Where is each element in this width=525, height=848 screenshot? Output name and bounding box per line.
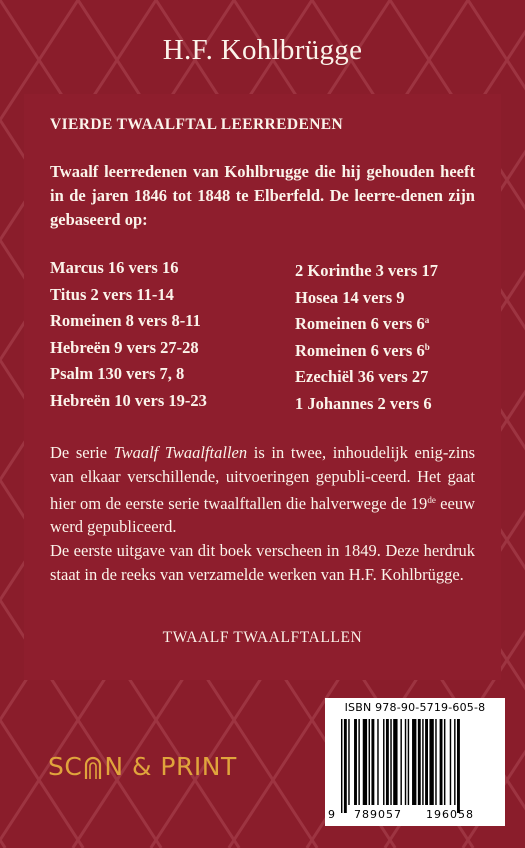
series-name: TWAALF TWAALFTALLEN <box>162 629 363 646</box>
back-cover-text-panel <box>24 94 501 680</box>
reference-left: Marcus 16 vers 16 <box>50 258 179 277</box>
reference-right: Romeinen 6 vers 6$^b$ <box>295 340 430 360</box>
publisher-logo: SC N & PRINT <box>48 752 237 781</box>
reference-left: Titus 2 vers 11-14 <box>50 284 174 304</box>
reference-right: Hosea 14 vers 9 <box>295 287 405 307</box>
isbn-barcode: ISBN 978-90-5719-605-8 9 789057 196058 <box>325 698 505 826</box>
reference-right: Romeinen 6 vers 6$^a$ <box>295 314 430 333</box>
barcode-bars <box>339 719 499 815</box>
reference-right: 2 Korinthe 3 vers 17 <box>295 261 438 280</box>
description-paragraph-1: De serie Twaalf Twaalftallen is in twee, inhoudelijk enig-zins van elkaar verschillende, uitvoeringen gepubli-ceerd. Het gaat hier om de eerste serie twaalftallen die halverwege de 19de eeuw werd gepubliceerd. <box>50 443 475 537</box>
scripture-references <box>50 256 475 415</box>
reference-left: Hebreën 9 vers 27-28 <box>50 337 199 357</box>
reference-left: Psalm 130 vers 7, 8 <box>50 364 185 383</box>
series-description <box>50 441 475 587</box>
reference-left: Romeinen 8 vers 8-11 <box>50 311 201 330</box>
reference-left: Hebreën 10 vers 19-23 <box>50 390 207 410</box>
book-subtitle: VIERDE TWAALFTAL LEERREDENEN <box>50 116 344 133</box>
reference-right: Ezechiël 36 vers 27 <box>295 367 429 386</box>
description-paragraph-2: De eerste uitgave van dit boek verscheen in 1849. Deze herdruk staat in de reeks van verzamelde werken van H.F. Kohlbrügge. <box>50 541 475 584</box>
author-name: H.F. Kohlbrügge <box>162 34 363 66</box>
isbn-number: ISBN 978-90-5719-605-8 <box>344 701 486 714</box>
arch-window-icon <box>83 754 103 780</box>
reference-right: 1 Johannes 2 vers 6 <box>295 393 432 413</box>
intro-paragraph: Twaalf leerredenen van Kohlbrugge die hij gehouden heeft in de jaren 1846 tot 1848 te Elberfeld. De leerre-denen zijn gebaseerd op: <box>50 162 475 229</box>
